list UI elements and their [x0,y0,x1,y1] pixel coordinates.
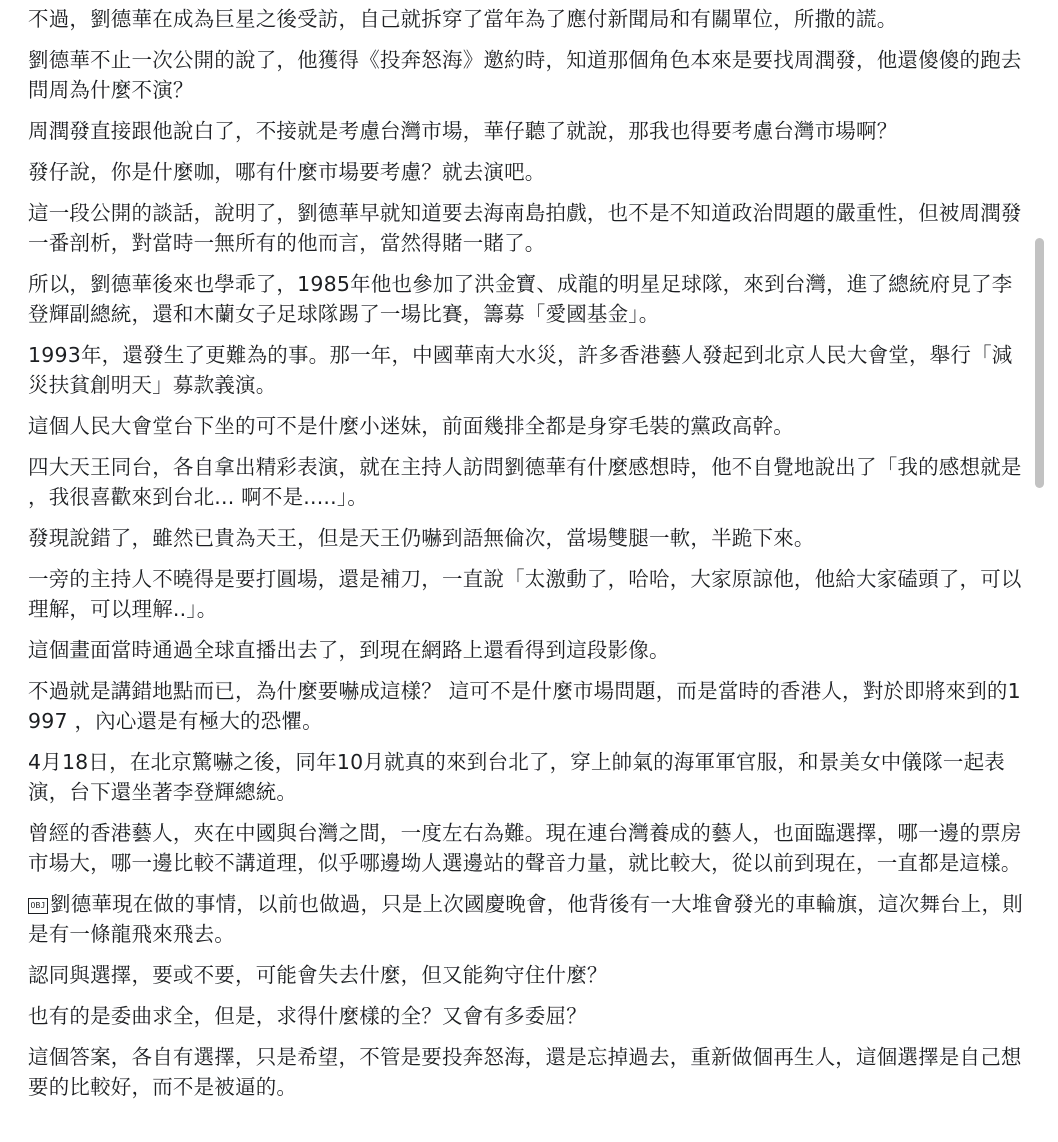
post-paragraph-18: 也有的是委曲求全，但是，求得什麼樣的全？又會有多委屈？ [28,1004,587,1028]
post-paragraph-13: 不過就是講錯地點而已，為什麼要嚇成這樣？ 這可不是什麼市場問題，而是當時的香港人，對於即將來到的1997 ，內心還是有極大的恐懼。 [28,679,1021,733]
post-paragraph-7: 1993年，還發生了更難為的事。那一年，中國華南大水災，許多香港藝人發起到北京人民大會堂，舉行「減災扶貧創明天」募款義演。 [28,343,1013,397]
post-paragraph-9: 四大天王同台，各自拿出精彩表演，就在主持人訪問劉德華有什麼感想時，他不自覺地說出了「我的感想就是 ，我很喜歡來到台北... 啊不是.....」。 [28,455,1022,509]
post-paragraph-5: 這一段公開的談話，說明了，劉德華早就知道要去海南島拍戲，也不是不知道政治問題的嚴重性，但被周潤發一番剖析，對當時一無所有的他而言，當然得賭一賭了。 [28,201,1022,255]
post-paragraph-11: 一旁的主持人不曉得是要打圓場，還是補刀，一直說「太激動了，哈哈，大家原諒他，他給大家磕頭了，可以理解，可以理解..」。 [28,567,1022,621]
post-paragraph-2: 劉德華不止一次公開的說了，他獲得《投奔怒海》邀約時，知道那個角色本來是要找周潤發，他還傻傻的跑去問周為什麼不演？ [28,48,1022,102]
scrollbar-track[interactable] [1036,0,1048,1142]
post-paragraph-4: 發仔說，你是什麼咖，哪有什麼市場要考慮？就去演吧。 [28,160,546,184]
post-paragraph-19: 這個答案，各自有選擇，只是希望，不管是要投奔怒海，還是忘掉過去，重新做個再生人，這個選擇是自己想要的比較好，而不是被逼的。 [28,1045,1022,1099]
scrollbar-thumb[interactable] [1035,238,1044,488]
post-paragraph-10: 發現說錯了，雖然已貴為天王，但是天王仍嚇到語無倫次，當場雙腿一軟，半跪下來。 [28,526,815,550]
post-paragraph-15: 曾經的香港藝人，夾在中國與台灣之間，一度左右為難。現在連台灣養成的藝人，也面臨選擇，哪一邊的票房市場大，哪一邊比較不講道理，似乎哪邊坳人選邊站的聲音力量，就比較大，從以前到現在，一直都是這樣。 [28,821,1022,875]
post-paragraph-12: 這個畫面當時通過全球直播出去了，到現在網路上還看得到這段影像。 [28,638,670,662]
post-body [28,4,1028,1113]
post-paragraph-3: 周潤發直接跟他說白了，不接就是考慮台灣市場，華仔聽了就說，那我也得要考慮台灣市場啊？ [28,119,898,143]
post-paragraph-16-text: 劉德華現在做的事情，以前也做過，只是上次國慶晚會，他背後有一大堆會發光的車輪旗，這次舞台上，則是有一條龍飛來飛去。 [28,892,1023,946]
post-paragraph-6: 所以，劉德華後來也學乖了，1985年他也參加了洪金寶、成龍的明星足球隊，來到台灣，進了總統府見了李登輝副總統，還和木蘭女子足球隊踢了一場比賽，籌募「愛國基金」。 [28,272,1013,326]
post-paragraph-16 [28,889,1028,949]
post-paragraph-8: 這個人民大會堂台下坐的可不是什麼小迷妹，前面幾排全都是身穿毛裝的黨政高幹。 [28,414,794,438]
post-paragraph-17: 認同與選擇，要或不要，可能會失去什麼，但又能夠守住什麼？ [28,963,608,987]
post-paragraph-14: 4月18日，在北京驚嚇之後，同年10月就真的來到台北了，穿上帥氣的海軍軍官服，和景美女中儀隊一起表演，台下還坐著李登輝總統。 [28,750,1006,804]
post-paragraph-1: 不過，劉德華在成為巨星之後受訪，自己就拆穿了當年為了應付新聞局和有關單位，所撒的謊。 [28,7,898,31]
object-replacement-icon: OBJ [28,898,48,914]
